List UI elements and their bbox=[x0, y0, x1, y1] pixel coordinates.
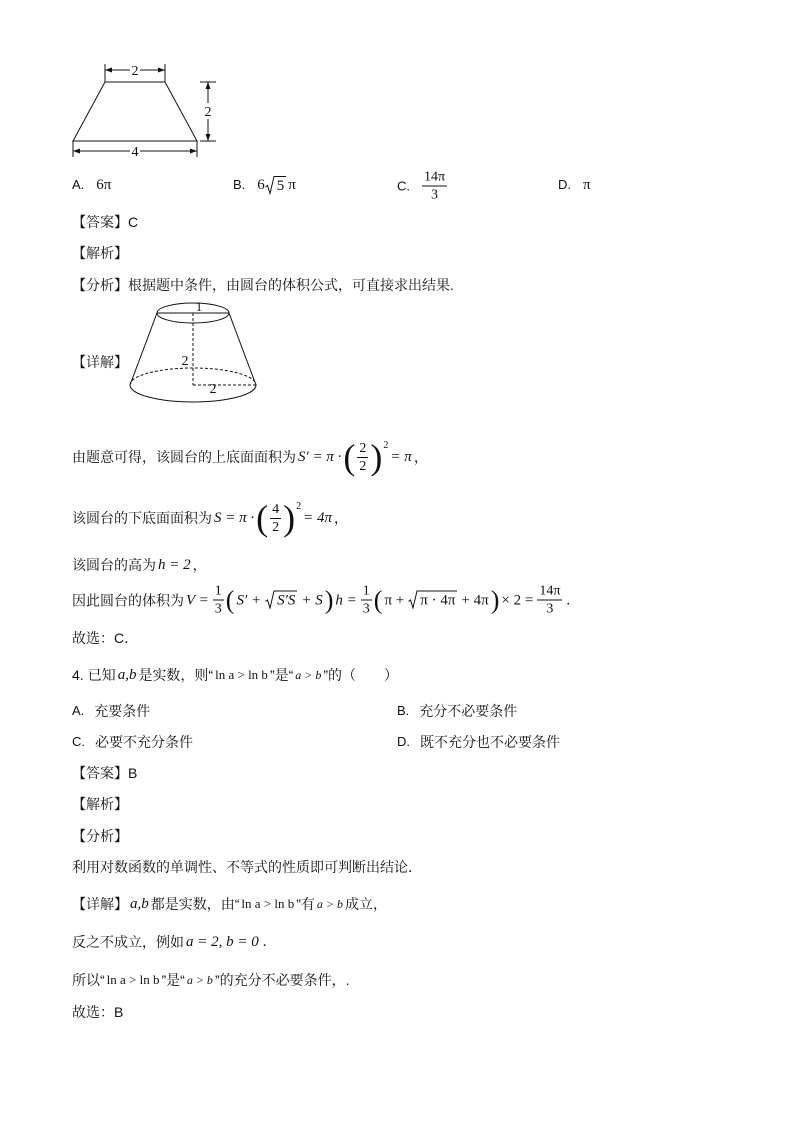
option-text: 必要不充分条件 bbox=[95, 734, 193, 750]
fraction-denominator: 3 bbox=[362, 601, 370, 617]
left-paren: ( bbox=[256, 498, 269, 538]
detail-condition: a > b bbox=[316, 897, 344, 911]
left-paren: ( bbox=[373, 585, 383, 614]
q3-conclusion bbox=[72, 628, 138, 648]
eq-lhs: V = bbox=[186, 592, 209, 608]
detail-variables: a,b bbox=[130, 896, 149, 912]
fraction-numerator: 1 bbox=[214, 583, 222, 599]
summary-text: ”的充分不必要条件，. bbox=[214, 972, 350, 988]
eq-prefix: 该圆台的下底面面积为 bbox=[72, 510, 212, 526]
option-value: 6π bbox=[96, 177, 112, 193]
eq-lhs: S′ = π · bbox=[298, 449, 342, 465]
option-value: π bbox=[583, 177, 591, 193]
q3-answer bbox=[72, 212, 138, 232]
bottom-width-label: 4 bbox=[131, 145, 139, 160]
right-paren: ) bbox=[370, 437, 383, 477]
fenxi-text: 利用对数函数的单调性、不等式的性质即可判断出结论． bbox=[72, 859, 422, 875]
height-label: 2 bbox=[204, 105, 212, 120]
eq-term: + S bbox=[301, 592, 323, 608]
fraction-denominator: 2 bbox=[359, 458, 367, 474]
fraction-numerator: 14π bbox=[424, 169, 446, 185]
detail-condition: ln a > ln b bbox=[241, 896, 295, 911]
radicand: π · 4π bbox=[420, 592, 456, 609]
q4-option-a bbox=[72, 701, 150, 721]
fenxi-tag: 【分析】 bbox=[72, 277, 128, 293]
stem-condition: a > b bbox=[295, 668, 322, 682]
eq-prefix: 该圆台的高为 bbox=[72, 557, 156, 573]
exponent: 2 bbox=[296, 501, 302, 512]
eq-prefix: 因此圆台的体积为 bbox=[72, 592, 184, 608]
counter-end: . bbox=[262, 934, 267, 950]
conclusion-text: 故选：C． bbox=[72, 630, 139, 646]
jiexi-tag: 【解析】 bbox=[72, 245, 128, 261]
detail-text: ”有 bbox=[296, 896, 315, 912]
option-radical bbox=[265, 176, 287, 195]
q3-jiexi-heading bbox=[72, 243, 128, 263]
answer-value: B bbox=[128, 765, 138, 781]
exponent: 2 bbox=[383, 440, 389, 451]
eq-fraction-result bbox=[537, 583, 562, 618]
eq-fraction bbox=[357, 440, 368, 475]
radical-sign-icon bbox=[265, 176, 275, 195]
fraction-denominator: 2 bbox=[272, 519, 280, 535]
trapezoid-figure bbox=[60, 58, 220, 163]
right-paren: ) bbox=[490, 585, 500, 614]
eq-suffix: ， bbox=[192, 557, 207, 573]
option-letter: A. bbox=[72, 703, 85, 718]
stem-variables: a,b bbox=[117, 667, 137, 683]
bottom-radius-label: 2 bbox=[209, 382, 217, 397]
q3-option-c bbox=[397, 169, 449, 204]
q4-detail bbox=[72, 894, 387, 914]
eq-fraction-one-third bbox=[361, 583, 372, 618]
right-paren: ) bbox=[283, 498, 296, 538]
eq-term: × 2 = bbox=[501, 592, 534, 608]
detail-text: 成立， bbox=[345, 896, 388, 912]
fraction-denominator: 3 bbox=[431, 187, 439, 203]
q3-option-a bbox=[72, 175, 113, 195]
counter-text: 反之不成立，例如 bbox=[72, 934, 184, 950]
eq-term: + 4π bbox=[461, 592, 489, 608]
eq-fraction-one-third bbox=[213, 583, 224, 618]
eq-expression: h = 2 bbox=[158, 557, 191, 573]
option-letter: C. bbox=[72, 734, 85, 749]
conclusion-text: 故选：B bbox=[72, 1004, 124, 1020]
q4-counterexample bbox=[72, 932, 269, 952]
q4-answer bbox=[72, 763, 137, 783]
eq-suffix: ， bbox=[413, 449, 428, 465]
frustum-figure bbox=[120, 296, 265, 421]
stem-text: 已知 bbox=[87, 667, 116, 683]
option-letter: D. bbox=[397, 734, 410, 749]
fraction-denominator: 3 bbox=[546, 601, 554, 617]
detail-text: 都是实数，由“ bbox=[150, 896, 240, 912]
option-text: 既不充分也不必要条件 bbox=[420, 734, 560, 750]
frustum-height-label: 2 bbox=[181, 354, 189, 369]
q4-stem bbox=[72, 665, 398, 685]
q3-eq-bottom-area bbox=[72, 500, 348, 536]
q4-fenxi-heading bbox=[72, 826, 128, 846]
summary-condition: ln a > ln b bbox=[106, 972, 160, 987]
q4-option-d bbox=[397, 732, 560, 752]
stem-condition: ln a > ln b bbox=[215, 667, 268, 682]
option-text: 充要条件 bbox=[94, 703, 151, 719]
option-letter: D. bbox=[558, 177, 571, 192]
q3-option-d bbox=[558, 175, 593, 195]
detail-tag: 【详解】 bbox=[72, 896, 128, 912]
jiexi-tag: 【解析】 bbox=[72, 796, 128, 812]
eq-term: S′ + bbox=[236, 592, 262, 608]
q3-option-b bbox=[233, 175, 298, 195]
eq-fraction bbox=[270, 501, 281, 536]
q4-conclusion bbox=[72, 1002, 123, 1022]
answer-value: C bbox=[128, 214, 139, 230]
q3-fenxi bbox=[72, 275, 454, 295]
detail-tag: 【详解】 bbox=[72, 354, 128, 370]
q3-eq-height bbox=[72, 555, 207, 575]
option-fraction bbox=[422, 169, 447, 204]
eq-power-group bbox=[256, 500, 301, 536]
option-letter: C. bbox=[397, 178, 410, 193]
stem-text: 是实数，则“ bbox=[138, 667, 214, 683]
eq-prefix: 由题意可得，该圆台的上底面面积为 bbox=[72, 449, 296, 465]
q3-eq-volume bbox=[72, 583, 572, 618]
radical-sign-icon bbox=[265, 591, 275, 610]
fraction-numerator: 2 bbox=[359, 440, 367, 456]
option-tail: π bbox=[288, 177, 296, 193]
left-slant-edge bbox=[130, 313, 157, 385]
eq-square-root bbox=[408, 591, 457, 610]
right-paren: ) bbox=[324, 585, 334, 614]
question-number: 4. bbox=[72, 667, 84, 683]
option-text: 充分不必要条件 bbox=[419, 703, 518, 719]
eq-term: π + bbox=[384, 592, 405, 608]
eq-lhs: S = π · bbox=[214, 510, 255, 526]
fenxi-text: 根据题中条件，由圆台的体积公式，可直接求出结果. bbox=[128, 277, 454, 293]
option-letter: B. bbox=[397, 703, 410, 718]
bottom-base-front-arc bbox=[130, 385, 256, 402]
top-radius-label: 1 bbox=[195, 299, 203, 314]
left-paren: ( bbox=[225, 585, 235, 614]
option-letter: B. bbox=[233, 177, 246, 192]
summary-text: ”是“ bbox=[161, 972, 185, 988]
option-letter: A. bbox=[72, 177, 85, 192]
answer-tag: 【答案】 bbox=[72, 214, 128, 230]
eq-end: . bbox=[566, 592, 571, 608]
fenxi-tag: 【分析】 bbox=[72, 828, 128, 844]
fraction-numerator: 4 bbox=[272, 501, 280, 517]
counter-expression: a = 2, b = 0 bbox=[186, 934, 259, 950]
fraction-numerator: 1 bbox=[362, 583, 370, 599]
q4-option-b bbox=[397, 701, 517, 721]
left-paren: ( bbox=[343, 437, 356, 477]
trapezoid-shape bbox=[73, 82, 197, 141]
fraction-denominator: 3 bbox=[214, 601, 222, 617]
option-coefficient: 6 bbox=[257, 177, 265, 193]
summary-condition: a > b bbox=[186, 973, 213, 987]
summary-text: 所以“ bbox=[72, 972, 105, 988]
radicand: S′S bbox=[277, 592, 296, 609]
option-radicand: 5 bbox=[276, 177, 285, 194]
q3-eq-top-area bbox=[72, 439, 428, 475]
stem-text: ”的（ ） bbox=[323, 667, 399, 683]
q4-jiexi-heading bbox=[72, 794, 128, 814]
eq-square-root bbox=[265, 591, 297, 610]
q4-option-c bbox=[72, 732, 193, 752]
answer-tag: 【答案】 bbox=[72, 765, 128, 781]
eq-term: h = bbox=[335, 592, 357, 608]
q4-fenxi-text bbox=[72, 857, 422, 877]
top-width-label: 2 bbox=[131, 64, 139, 79]
eq-suffix: ， bbox=[334, 510, 349, 526]
eq-rhs: = 4π bbox=[303, 510, 333, 526]
eq-power-group bbox=[343, 439, 388, 475]
q4-summary bbox=[72, 970, 350, 990]
radical-sign-icon bbox=[408, 591, 418, 610]
fraction-numerator: 14π bbox=[539, 583, 561, 599]
eq-rhs: = π bbox=[390, 449, 412, 465]
stem-text: ”是“ bbox=[269, 667, 294, 683]
